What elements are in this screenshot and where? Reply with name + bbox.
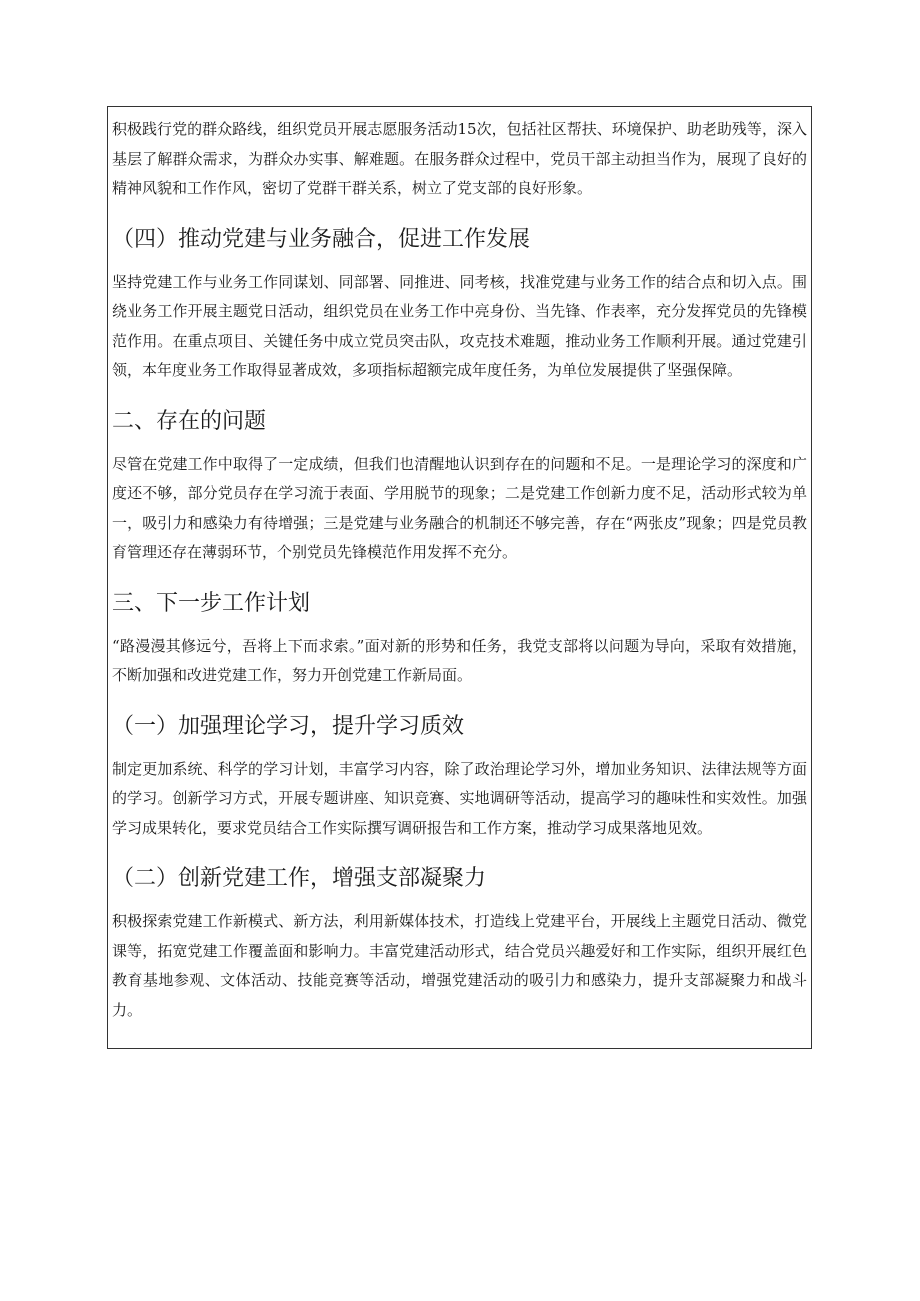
paragraph-party-business-integration: 坚持党建工作与业务工作同谋划、同部署、同推进、同考核，找准党建与业务工作的结合点和切入点。围绕业务工作开展主题党日活动，组织党员在业务工作中亮身份、当先锋、作表率，充分发挥党员的先锋模范作用。在重点项目、关键任务中成立党员突击队，攻克技术难题，推动业务工作顺利开展。通过党建引领，本年度业务工作取得显著成效，多项指标超额完成年度任务，为单位发展提供了坚强保障。 [112, 272, 807, 379]
heading-party-business-integration: （四）推动党建与业务融合，促进工作发展 [112, 226, 531, 252]
paragraph-theory-study: 制定更加系统、科学的学习计划，丰富学习内容，除了政治理论学习外，增加业务知识、法律法规等方面的学习。创新学习方式，开展专题讲座、知识竞赛、实地调研等活动，提高学习的趣味性和实效性。加强学习成果转化，要求党员结合工作实际撰写调研报告和工作方案，推动学习成果落地见效。 [112, 759, 807, 837]
document-frame [107, 106, 812, 1049]
paragraph-next-step-intro: “路漫漫其修远兮，吾将上下而求索。”面对新的形势和任务，我党支部将以问题为导向，采取有效措施，不断加强和改进党建工作，努力开创党建工作新局面。 [112, 636, 807, 684]
paragraph-innovate-party-work: 积极探索党建工作新模式、新方法，利用新媒体技术，打造线上党建平台，开展线上主题党日活动、微党课等，拓宽党建工作覆盖面和影响力。丰富党建活动形式，结合党员兴趣爱好和工作实际，组织开展红色教育基地参观、文体活动、技能竞赛等活动，增强党建活动的吸引力和感染力，提升支部凝聚力和战斗力。 [112, 912, 807, 1019]
paragraph-mass-line: 积极践行党的群众路线，组织党员开展志愿服务活动15次，包括社区帮扶、环境保护、助老助残等，深入基层了解群众需求，为群众办实事、解难题。在服务群众过程中，党员干部主动担当作为，展现了良好的精神风貌和工作作风，密切了党群干群关系，树立了党支部的良好形象。 [112, 120, 807, 197]
heading-innovate-party-work: （二）创新党建工作，增强支部凝聚力 [112, 866, 487, 891]
heading-existing-problems: 二、存在的问题 [112, 408, 267, 434]
heading-next-step-plan: 三、下一步工作计划 [112, 590, 311, 616]
paragraph-existing-problems: 尽管在党建工作中取得了一定成绩，但我们也清醒地认识到存在的问题和不足。一是理论学习的深度和广度还不够，部分党员存在学习流于表面、学用脱节的现象；二是党建工作创新力度不足，活动形式较为单一，吸引力和感染力有待增强；三是党建与业务融合的机制还不够完善，存在“两张皮”现象；四是党员教育管理还存在薄弱环节，个别党员先锋模范作用发挥不充分。 [112, 454, 807, 561]
heading-theory-study: （一）加强理论学习，提升学习质效 [112, 713, 465, 739]
